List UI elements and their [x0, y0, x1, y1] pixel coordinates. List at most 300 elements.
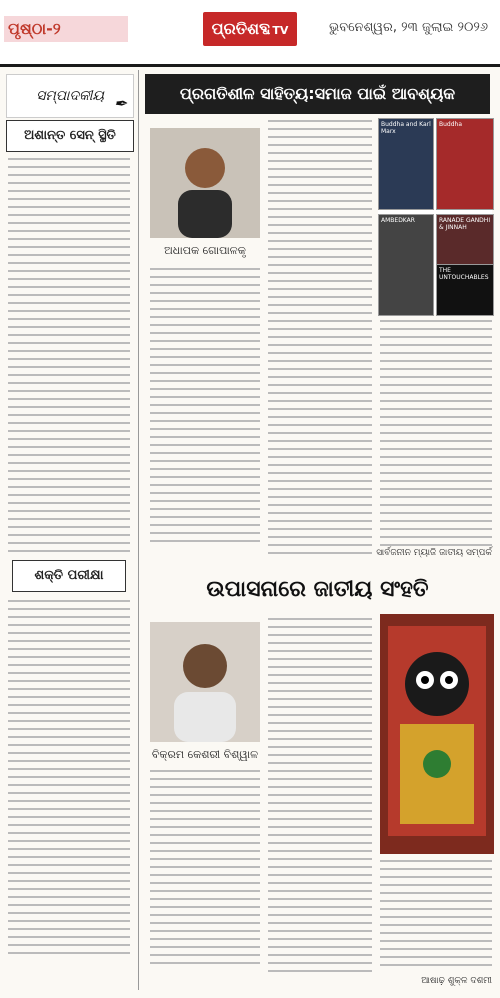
text-line: [268, 440, 372, 442]
text-line: [8, 310, 130, 312]
text-line: [8, 214, 130, 216]
dateline: ଭୁବନେଶ୍ୱର, ୨୩ ଜୁଲାଇ ୨୦୨୬: [329, 20, 488, 35]
text-line: [268, 376, 372, 378]
text-line: [268, 890, 372, 892]
text-line: [8, 478, 130, 480]
text-line: [268, 264, 372, 266]
text-line: [380, 424, 492, 426]
text-line: [268, 778, 372, 780]
text-line: [8, 600, 130, 602]
text-line: [8, 792, 130, 794]
text-line: [380, 320, 492, 322]
text-line: [150, 476, 260, 478]
text-line: [150, 460, 260, 462]
text-line: [8, 542, 130, 544]
text-line: [380, 916, 492, 918]
text-line: [8, 832, 130, 834]
text-line: [268, 698, 372, 700]
text-line: [150, 906, 260, 908]
text-line: [150, 308, 260, 310]
text-line: [8, 158, 130, 160]
text-line: [268, 312, 372, 314]
text-line: [8, 182, 130, 184]
text-line: [268, 738, 372, 740]
text-line: [8, 382, 130, 384]
text-line: [8, 286, 130, 288]
text-line: [8, 414, 130, 416]
text-line: [268, 120, 372, 122]
text-line: [150, 372, 260, 374]
author-address: ସାର୍ବଜନୀନ ମ୍ୟାଜି ଜାତୀୟ ସମ୍ପର୍କ: [376, 548, 492, 558]
logo-text: ପ୍ରତିଶବ୍ଦ: [211, 19, 271, 38]
text-line: [380, 416, 492, 418]
text-line: [8, 422, 130, 424]
text-line: [8, 222, 130, 224]
text-line: [150, 452, 260, 454]
text-line: [268, 682, 372, 684]
text-line: [380, 464, 492, 466]
editorial-masthead: [6, 74, 134, 118]
text-line: [268, 528, 372, 530]
text-line: [150, 946, 260, 948]
text-line: [8, 494, 130, 496]
text-line: [8, 904, 130, 906]
text-line: [150, 962, 260, 964]
text-line: [380, 868, 492, 870]
text-line: [268, 480, 372, 482]
article-column: [380, 860, 492, 970]
text-line: [8, 760, 130, 762]
text-line: [380, 408, 492, 410]
text-line: [8, 736, 130, 738]
text-line: [268, 914, 372, 916]
text-line: [150, 850, 260, 852]
text-line: [380, 536, 492, 538]
article-column: [380, 320, 492, 556]
text-line: [8, 366, 130, 368]
article-headline: ପ୍ରଗତିଶୀଳ ସାହିତ୍ୟ:ସମାଜ ପାଇଁ ଆବଶ୍ୟକ: [145, 74, 490, 114]
text-line: [268, 360, 372, 362]
text-line: [268, 706, 372, 708]
author-byline: ଅଧାପକ ଗୋପାଳକୃ: [164, 244, 246, 257]
text-line: [8, 438, 130, 440]
text-line: [150, 826, 260, 828]
author-portrait-icon: [150, 622, 260, 742]
text-line: [268, 544, 372, 546]
text-line: [150, 810, 260, 812]
text-line: [150, 874, 260, 876]
text-line: [380, 924, 492, 926]
text-line: [268, 296, 372, 298]
book-covers: [378, 118, 492, 314]
text-line: [8, 462, 130, 464]
text-line: [8, 486, 130, 488]
text-line: [8, 912, 130, 914]
text-line: [8, 696, 130, 698]
text-line: [268, 858, 372, 860]
text-line: [8, 342, 130, 344]
text-line: [268, 392, 372, 394]
text-line: [8, 776, 130, 778]
text-line: [8, 824, 130, 826]
text-line: [268, 842, 372, 844]
text-line: [380, 932, 492, 934]
text-line: [268, 850, 372, 852]
text-line: [268, 626, 372, 628]
text-line: [8, 608, 130, 610]
text-line: [150, 818, 260, 820]
page-number: ପୃଷ୍ଠା-୨: [4, 16, 128, 42]
text-line: [268, 954, 372, 956]
text-line: [268, 192, 372, 194]
text-line: [268, 520, 372, 522]
text-line: [268, 690, 372, 692]
text-line: [380, 480, 492, 482]
text-line: [8, 398, 130, 400]
text-line: [380, 900, 492, 902]
text-line: [8, 254, 130, 256]
text-line: [8, 302, 130, 304]
text-line: [8, 518, 130, 520]
text-line: [268, 794, 372, 796]
text-line: [268, 272, 372, 274]
text-line: [150, 858, 260, 860]
text-line: [380, 336, 492, 338]
text-line: [8, 864, 130, 866]
text-line: [380, 432, 492, 434]
column-divider: [138, 70, 139, 990]
text-line: [380, 544, 492, 546]
text-line: [150, 388, 260, 390]
essay-title: ଶକ୍ତି ପରୀକ୍ଷା: [12, 560, 126, 592]
book-cover: Buddha and Karl Marx: [378, 118, 434, 210]
text-line: [268, 754, 372, 756]
author-photo: [150, 128, 260, 238]
text-line: [150, 794, 260, 796]
logo-tv: TV: [272, 24, 289, 37]
text-line: [380, 496, 492, 498]
text-line: [268, 464, 372, 466]
text-line: [8, 230, 130, 232]
text-line: [8, 166, 130, 168]
text-line: [150, 300, 260, 302]
text-line: [268, 714, 372, 716]
article-column: [268, 618, 372, 980]
text-line: [150, 412, 260, 414]
text-line: [268, 536, 372, 538]
text-line: [380, 472, 492, 474]
text-line: [268, 152, 372, 154]
text-line: [8, 856, 130, 858]
text-line: [268, 962, 372, 964]
text-line: [268, 802, 372, 804]
text-line: [380, 860, 492, 862]
text-line: [268, 184, 372, 186]
text-line: [268, 344, 372, 346]
text-line: [8, 872, 130, 874]
text-line: [268, 216, 372, 218]
text-line: [268, 256, 372, 258]
text-line: [268, 200, 372, 202]
text-line: [150, 380, 260, 382]
text-line: [268, 304, 372, 306]
text-line: [150, 316, 260, 318]
text-line: [8, 944, 130, 946]
author-photo: [150, 622, 260, 742]
text-line: [8, 454, 130, 456]
text-line: [380, 352, 492, 354]
text-line: [380, 528, 492, 530]
text-line: [8, 632, 130, 634]
text-line: [8, 744, 130, 746]
text-line: [380, 448, 492, 450]
text-line: [380, 948, 492, 950]
text-line: [268, 144, 372, 146]
text-line: [268, 552, 372, 554]
text-line: [268, 232, 372, 234]
text-line: [268, 818, 372, 820]
text-line: [268, 400, 372, 402]
text-line: [150, 492, 260, 494]
text-line: [380, 940, 492, 942]
text-line: [268, 208, 372, 210]
text-line: [150, 802, 260, 804]
text-line: [8, 470, 130, 472]
text-line: [268, 898, 372, 900]
text-line: [8, 896, 130, 898]
text-line: [380, 488, 492, 490]
page-header: [0, 0, 500, 64]
text-line: [8, 800, 130, 802]
text-line: [380, 376, 492, 378]
text-line: [150, 938, 260, 940]
text-line: [8, 262, 130, 264]
text-line: [150, 324, 260, 326]
text-line: [150, 468, 260, 470]
text-line: [268, 288, 372, 290]
newspaper-logo[interactable]: [203, 12, 297, 46]
text-line: [268, 658, 372, 660]
text-line: [268, 866, 372, 868]
text-line: [268, 730, 372, 732]
masthead-text: ସମ୍ପାଦକୀୟ: [36, 88, 104, 104]
text-line: [380, 884, 492, 886]
text-line: [8, 664, 130, 666]
text-line: [8, 784, 130, 786]
text-line: [268, 336, 372, 338]
text-line: [150, 500, 260, 502]
text-line: [150, 332, 260, 334]
text-line: [268, 666, 372, 668]
text-line: [8, 720, 130, 722]
text-line: [268, 786, 372, 788]
text-line: [150, 276, 260, 278]
text-line: [268, 906, 372, 908]
text-line: [8, 704, 130, 706]
text-line: [268, 504, 372, 506]
text-line: [8, 534, 130, 536]
text-line: [8, 430, 130, 432]
text-line: [380, 360, 492, 362]
text-line: [268, 826, 372, 828]
text-line: [8, 238, 130, 240]
book-cover: AMBEDKAR: [378, 214, 434, 316]
text-line: [150, 930, 260, 932]
text-line: [380, 368, 492, 370]
text-line: [268, 834, 372, 836]
text-line: [268, 248, 372, 250]
article-headline: ଉପାସନାରେ ଜାତୀୟ ସଂହତି: [206, 577, 429, 602]
text-line: [8, 648, 130, 650]
author-portrait-icon: [150, 128, 260, 238]
text-line: [150, 532, 260, 534]
text-line: [8, 768, 130, 770]
text-line: [380, 328, 492, 330]
text-line: [268, 448, 372, 450]
text-line: [268, 384, 372, 386]
text-line: [380, 392, 492, 394]
deity-image-icon: [380, 614, 494, 854]
text-line: [150, 348, 260, 350]
text-line: [380, 400, 492, 402]
text-line: [268, 938, 372, 940]
text-line: [8, 808, 130, 810]
text-line: [268, 488, 372, 490]
text-line: [8, 688, 130, 690]
text-line: [268, 970, 372, 972]
author-byline: ବିକ୍ରମ କେଶରୀ ବିଶ୍ୱାଳ: [151, 748, 259, 761]
text-line: [8, 526, 130, 528]
text-line: [268, 634, 372, 636]
text-line: [8, 656, 130, 658]
text-line: [268, 160, 372, 162]
text-line: [268, 674, 372, 676]
text-line: [150, 516, 260, 518]
text-line: [150, 524, 260, 526]
text-line: [8, 198, 130, 200]
text-line: [380, 440, 492, 442]
essay-body: [8, 600, 130, 985]
text-line: [8, 672, 130, 674]
text-line: [380, 956, 492, 958]
text-line: [150, 842, 260, 844]
text-line: [8, 174, 130, 176]
text-line: [8, 928, 130, 930]
text-line: [8, 624, 130, 626]
text-line: [8, 294, 130, 296]
text-line: [8, 510, 130, 512]
text-line: [8, 278, 130, 280]
text-line: [150, 914, 260, 916]
text-line: [8, 680, 130, 682]
text-line: [268, 922, 372, 924]
text-line: [150, 898, 260, 900]
text-line: [150, 436, 260, 438]
text-line: [380, 384, 492, 386]
text-line: [150, 420, 260, 422]
book-cover: RANADE GANDHI & JINNAH: [436, 214, 494, 266]
text-line: [150, 364, 260, 366]
text-line: [268, 320, 372, 322]
text-line: [150, 770, 260, 772]
text-line: [268, 810, 372, 812]
text-line: [150, 882, 260, 884]
text-line: [8, 816, 130, 818]
text-line: [268, 128, 372, 130]
text-line: [150, 954, 260, 956]
text-line: [268, 746, 372, 748]
text-line: [8, 752, 130, 754]
text-line: [8, 848, 130, 850]
text-line: [268, 722, 372, 724]
text-line: [150, 356, 260, 358]
text-line: [380, 964, 492, 966]
text-line: [268, 930, 372, 932]
text-line: [268, 424, 372, 426]
book-cover: Buddha: [436, 118, 494, 210]
text-line: [380, 456, 492, 458]
text-line: [8, 920, 130, 922]
article-footer-date: ଆଷାଢ଼ ଶୁକ୍ଳ ଦଶମୀ: [421, 976, 492, 986]
book-cover: THE UNTOUCHABLES: [436, 264, 494, 316]
text-line: [268, 224, 372, 226]
article-column: [150, 268, 260, 558]
text-line: [268, 280, 372, 282]
text-line: [268, 946, 372, 948]
text-line: [8, 374, 130, 376]
text-line: [268, 368, 372, 370]
text-line: [8, 350, 130, 352]
text-line: [268, 408, 372, 410]
text-line: [8, 840, 130, 842]
text-line: [8, 616, 130, 618]
text-line: [8, 640, 130, 642]
text-line: [380, 344, 492, 346]
text-line: [8, 712, 130, 714]
article-column: [150, 770, 260, 980]
text-line: [150, 484, 260, 486]
text-line: [268, 882, 372, 884]
text-line: [150, 922, 260, 924]
text-line: [8, 246, 130, 248]
text-line: [8, 206, 130, 208]
text-line: [150, 396, 260, 398]
text-line: [8, 728, 130, 730]
text-line: [8, 550, 130, 552]
text-line: [150, 284, 260, 286]
text-line: [268, 416, 372, 418]
text-line: [268, 770, 372, 772]
text-line: [268, 456, 372, 458]
text-line: [380, 876, 492, 878]
quill-icon: ✒: [113, 94, 127, 113]
text-line: [268, 168, 372, 170]
text-line: [150, 404, 260, 406]
text-line: [380, 512, 492, 514]
text-line: [268, 874, 372, 876]
text-line: [8, 334, 130, 336]
text-line: [380, 908, 492, 910]
text-line: [150, 866, 260, 868]
text-line: [150, 508, 260, 510]
text-line: [380, 520, 492, 522]
text-line: [150, 890, 260, 892]
text-line: [8, 936, 130, 938]
text-line: [380, 892, 492, 894]
text-line: [8, 326, 130, 328]
text-line: [268, 650, 372, 652]
text-line: [268, 642, 372, 644]
